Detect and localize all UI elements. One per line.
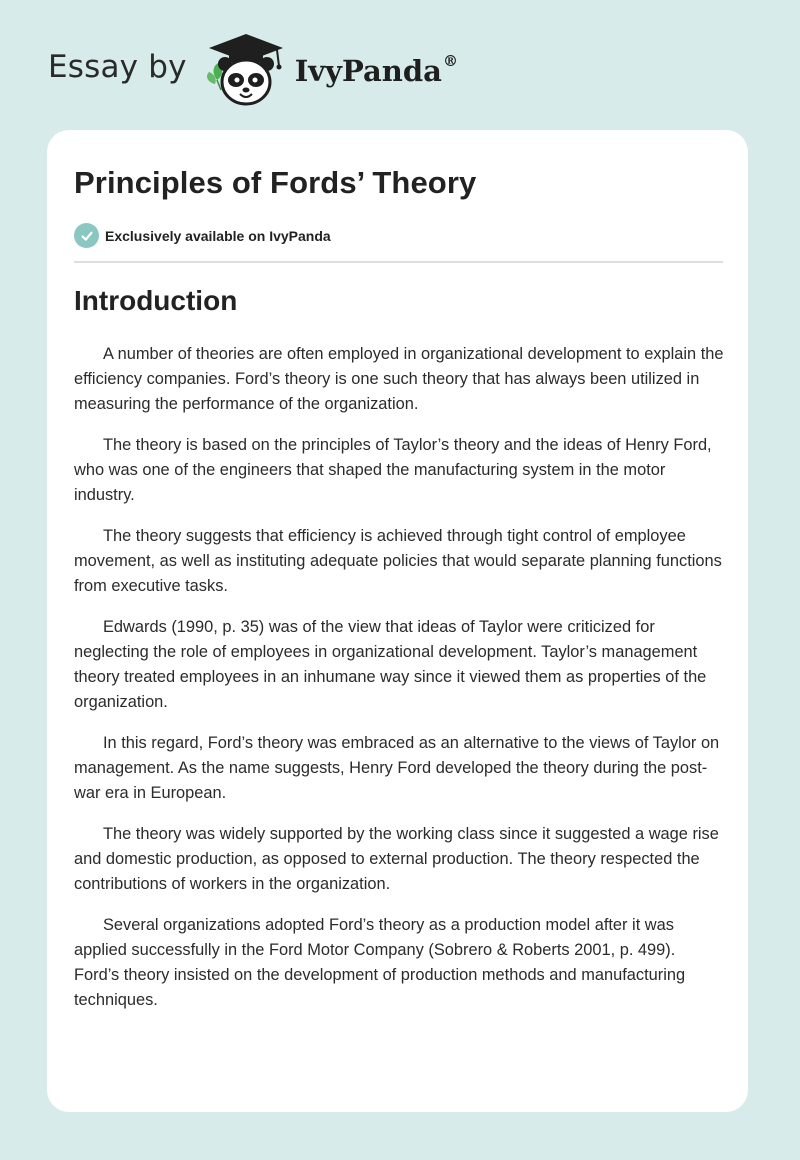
section-heading: Introduction: [74, 285, 238, 316]
exclusive-badge-text: Exclusively available on IvyPanda: [105, 227, 331, 244]
essay-by-label: Essay by: [48, 49, 187, 85]
registered-mark: ®: [442, 52, 458, 70]
check-circle-icon: [74, 223, 99, 248]
divider: [74, 261, 723, 263]
brand-name[interactable]: IvyPanda®: [294, 52, 458, 88]
paragraph: A number of theories are often employed in organizational development to explain the efficiency companies. Ford’s theory is one such theory that has always been utilized in measuring the performance of the organization.: [74, 345, 724, 413]
paragraph: The theory was widely supported by the working class since it suggested a wage rise and domestic production, as opposed to external production. The theory respected the contributions of workers in the organization.: [74, 825, 719, 893]
panda-graduate-logo-icon[interactable]: [203, 30, 289, 110]
article-body: [74, 342, 724, 1029]
paragraph: The theory suggests that efficiency is achieved through tight control of employee movement, as well as instituting adequate policies that would separate planning functions from executive tasks.: [74, 527, 722, 595]
paragraph: In this regard, Ford’s theory was embraced as an alternative to the views of Taylor on management. As the name suggests, Henry Ford developed the theory during the post-war era in European.: [74, 734, 720, 802]
paragraph: The theory is based on the principles of Taylor’s theory and the ideas of Henry Ford, who was one of the engineers that shaped the manufacturing system in the motor industry.: [74, 436, 712, 504]
article-card: [47, 130, 748, 1112]
exclusive-badge: [74, 223, 331, 248]
paragraph: Edwards (1990, p. 35) was of the view that ideas of Taylor were criticized for neglecting the role of employees in organizational development. Taylor’s management theory treated employees in an inhumane way since it viewed them as properties of the organization.: [74, 618, 707, 711]
article-title: Principles of Fords’ Theory: [74, 165, 477, 200]
paragraph: Several organizations adopted Ford’s theory as a production model after it was applied successfully in the Ford Motor Company (Sobrero & Roberts 2001, p. 499). Ford’s theory insisted on the development of production methods and manufacturing techniques.: [74, 916, 686, 1009]
site-header: [48, 30, 458, 110]
